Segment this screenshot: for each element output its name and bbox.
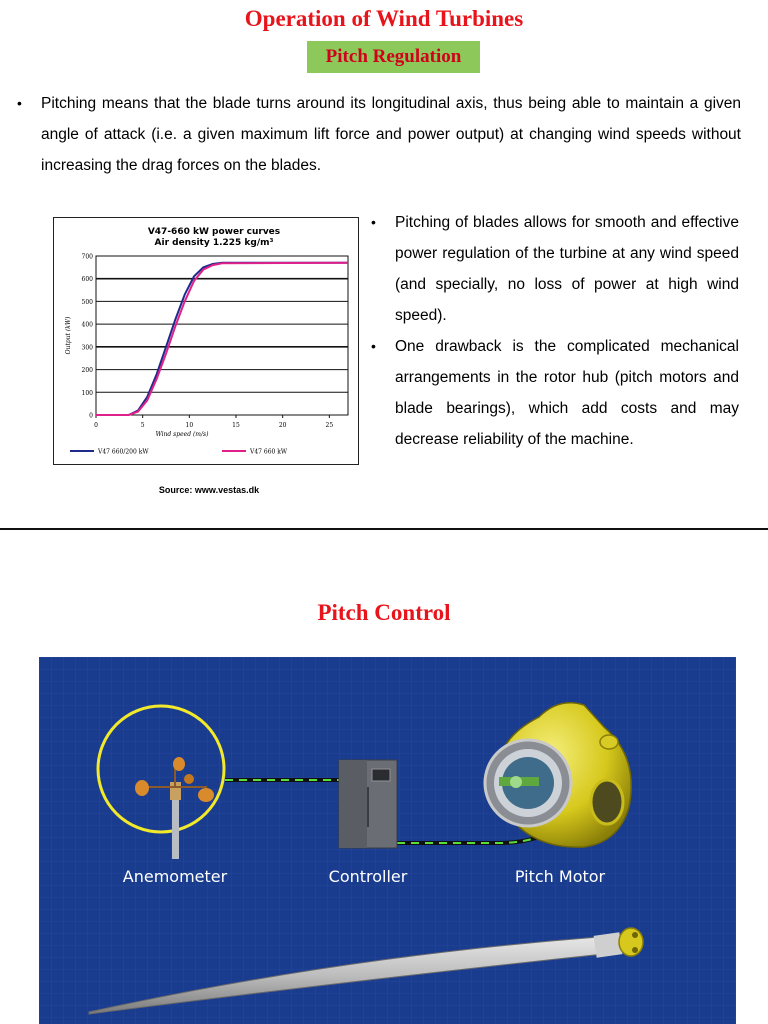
x-tick-label: 10 (185, 422, 194, 429)
bullet-marker: • (17, 95, 22, 111)
source-note: Source: www.vestas.dk (158, 485, 260, 495)
legend-label: V47 660 kW (250, 448, 288, 456)
y-tick-label: 300 (81, 344, 93, 352)
anemometer-label: Anemometer (122, 867, 228, 886)
illustration-svg (39, 657, 736, 1024)
controller-icon (339, 760, 397, 848)
y-tick-label: 500 (81, 298, 93, 306)
y-tick-label: 200 (81, 367, 93, 375)
chart-title: V47-660 kW power curves (147, 227, 281, 237)
pitch-motor-label: Pitch Motor (514, 867, 606, 886)
chart-subtitle: Air density 1.225 kg/m³ (154, 238, 274, 248)
plot-frame (96, 256, 348, 415)
y-axis-label: Output (kW) (65, 316, 72, 355)
pitch-control-illustration (39, 657, 736, 1024)
y-tick-label: 700 (81, 253, 93, 261)
bullet-text-2: Pitching of blades allows for smooth and effective power regulation of the turbine at any wind speed (and specially, no loss of power at high wind speed). (395, 214, 739, 324)
y-tick-label: 0 (89, 412, 93, 420)
x-tick-label: 5 (140, 422, 145, 429)
x-tick-label: 20 (278, 422, 287, 429)
y-tick-label: 400 (81, 321, 93, 329)
power-curve-chart (53, 217, 359, 465)
x-tick-label: 0 (94, 422, 98, 429)
x-axis-label: Wind speed (m/s) (155, 431, 209, 438)
y-tick-label: 600 (81, 276, 93, 284)
controller-label: Controller (328, 867, 408, 886)
page-title: Operation of Wind Turbines (244, 6, 524, 31)
bullet-text-1: Pitching means that the blade turns around its longitudinal axis, thus being able to maintain a given angle of attack (i.e. a given maximum lift force and power output) at changing wind speeds without increasing the drag forces on the blades. (41, 95, 741, 174)
section-title: Pitch Control (317, 600, 451, 625)
chart-svg (54, 218, 358, 464)
bullet-text-3: One drawback is the complicated mechanical arrangements in the rotor hub (pitch motors and blade bearings), which add costs and may decrease reliability of the machine. (395, 338, 739, 448)
legend-label: V47 660/200 kW (98, 448, 149, 456)
section-badge: Pitch Regulation (307, 41, 480, 73)
x-tick-label: 25 (325, 422, 334, 429)
section-divider (0, 528, 768, 530)
y-tick-label: 100 (81, 389, 93, 397)
bullet-marker: • (371, 338, 376, 354)
bullet-marker: • (371, 214, 376, 230)
x-tick-label: 15 (232, 422, 240, 429)
